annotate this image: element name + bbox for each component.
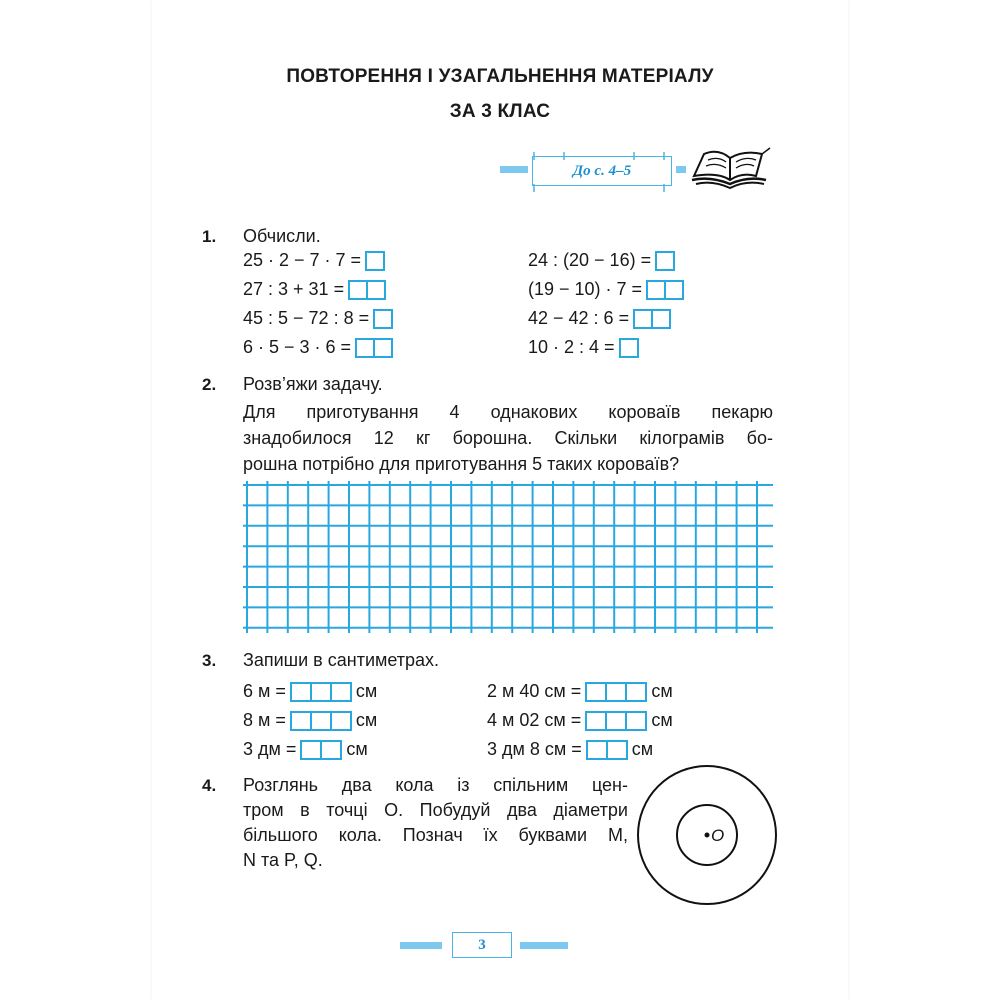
task1-left-row: [243, 250, 385, 271]
answer-grid[interactable]: [243, 481, 773, 633]
answer-cell[interactable]: [664, 280, 684, 300]
answer-boxes[interactable]: [619, 338, 639, 358]
task4-text-line2: тром в точці O. Побудуй два діаметри: [243, 800, 628, 820]
task2-text-line2: знадобилося 12 кг борошна. Скільки кілограмів бо-: [243, 428, 773, 448]
expression: 45 : 5 − 72 : 8 =: [243, 308, 370, 328]
task1-left-row: [243, 279, 386, 300]
answer-cell[interactable]: [646, 280, 666, 300]
task4-text-line3: більшого кола. Познач їх буквами M,: [243, 825, 628, 845]
answer-boxes[interactable]: [585, 682, 647, 702]
task3-left-row: [243, 681, 377, 702]
answer-cell[interactable]: [605, 682, 627, 702]
expression: 4 м 02 см =: [487, 710, 582, 730]
expression: 2 м 40 см =: [487, 681, 582, 701]
answer-boxes[interactable]: [646, 280, 684, 300]
answer-cell[interactable]: [330, 711, 352, 731]
reference-text: До с. 4–5: [572, 162, 632, 179]
concentric-circles-drawing[interactable]: [636, 764, 778, 906]
answer-cell[interactable]: [290, 711, 312, 731]
task3-right-row: [487, 710, 673, 731]
task3-right-row: [487, 739, 653, 760]
reference-banner: [500, 152, 780, 192]
answer-cell[interactable]: [310, 682, 332, 702]
task2-number: 2.: [202, 375, 217, 394]
answer-boxes[interactable]: [655, 251, 675, 271]
answer-boxes[interactable]: [586, 740, 628, 760]
answer-boxes[interactable]: [373, 309, 393, 329]
unit-label: см: [631, 739, 654, 759]
unit-label: см: [651, 710, 673, 730]
task2-text-line1: Для приготування 4 однакових короваїв пекарю: [243, 402, 773, 422]
answer-cell[interactable]: [348, 280, 368, 300]
answer-cell[interactable]: [585, 711, 607, 731]
center-point: [705, 833, 710, 838]
answer-cell[interactable]: [355, 338, 375, 358]
task4-number: 4.: [202, 776, 217, 795]
expression: 42 − 42 : 6 =: [528, 308, 630, 328]
answer-boxes[interactable]: [633, 309, 671, 329]
page-bar-right: [520, 942, 568, 949]
task1-left-row: [243, 337, 393, 358]
expression: 24 : (20 − 16) =: [528, 250, 652, 270]
expression: 8 м =: [243, 710, 286, 730]
unit-label: см: [346, 739, 368, 759]
page-bar-left: [400, 942, 442, 949]
page-number-box: [452, 932, 512, 958]
answer-boxes[interactable]: [290, 711, 352, 731]
task1-instruction: Обчисли.: [243, 226, 321, 246]
expression: 10 · 2 : 4 =: [528, 337, 615, 357]
open-book-icon: [690, 146, 772, 192]
answer-cell[interactable]: [619, 338, 639, 358]
task3-instruction: Запиши в сантиметрах.: [243, 650, 440, 670]
task2-text-line3: рошна потрібно для приготування 5 таких короваїв?: [243, 454, 680, 474]
reference-ticks: [526, 152, 676, 192]
unit-label: см: [355, 681, 378, 701]
answer-cell[interactable]: [366, 280, 386, 300]
answer-cell[interactable]: [585, 682, 607, 702]
answer-boxes[interactable]: [585, 711, 647, 731]
task1-number: 1.: [202, 227, 217, 246]
answer-cell[interactable]: [310, 711, 332, 731]
expression: (19 − 10) · 7 =: [528, 279, 643, 299]
expression: 6 · 5 − 3 · 6 =: [243, 337, 352, 357]
unit-label: см: [651, 681, 673, 701]
task2-instruction: Розв’яжи задачу.: [243, 374, 383, 394]
unit-label: см: [355, 710, 378, 730]
expression: 27 : 3 + 31 =: [243, 279, 345, 299]
page-title: ПОВТОРЕННЯ І УЗАГАЛЬНЕННЯ МАТЕРІАЛУ: [286, 66, 714, 87]
expression: 3 дм 8 см =: [487, 739, 582, 759]
answer-cell[interactable]: [586, 740, 608, 760]
answer-cell[interactable]: [625, 711, 647, 731]
answer-cell[interactable]: [605, 711, 627, 731]
page-number: 3: [478, 936, 486, 953]
expression: 6 м =: [243, 681, 286, 701]
task1-right-row: [528, 308, 671, 329]
answer-cell[interactable]: [373, 309, 393, 329]
answer-cell[interactable]: [320, 740, 342, 760]
expression: 25 · 2 − 7 · 7 =: [243, 250, 362, 270]
expression: 3 дм =: [243, 739, 297, 759]
page-subtitle: ЗА 3 КЛАС: [449, 101, 551, 122]
answer-cell[interactable]: [373, 338, 393, 358]
task1-left-row: [243, 308, 393, 329]
page-number-banner: [400, 928, 570, 962]
answer-boxes[interactable]: [300, 740, 342, 760]
task1-right-row: [528, 337, 639, 358]
task1-right-row: [528, 250, 675, 271]
task4-text-line4: N та P, Q.: [243, 850, 323, 870]
answer-cell[interactable]: [290, 682, 312, 702]
answer-cell[interactable]: [655, 251, 675, 271]
answer-boxes[interactable]: [348, 280, 386, 300]
answer-cell[interactable]: [651, 309, 671, 329]
answer-boxes[interactable]: [355, 338, 393, 358]
task1-right-row: [528, 279, 684, 300]
center-label: O: [711, 826, 725, 845]
answer-cell[interactable]: [330, 682, 352, 702]
answer-cell[interactable]: [300, 740, 322, 760]
reference-bar-left: [500, 166, 528, 173]
task3-left-row: [243, 710, 377, 731]
task4-text-line1: Розглянь два кола із спільним цен-: [243, 775, 628, 795]
answer-cell[interactable]: [633, 309, 653, 329]
task3-number: 3.: [202, 651, 217, 670]
reference-bar-right: [676, 166, 686, 173]
answer-boxes[interactable]: [365, 251, 385, 271]
answer-boxes[interactable]: [290, 682, 352, 702]
answer-cell[interactable]: [606, 740, 628, 760]
task3-right-row: [487, 681, 673, 702]
task3-left-row: [243, 739, 368, 760]
answer-cell[interactable]: [625, 682, 647, 702]
answer-cell[interactable]: [365, 251, 385, 271]
